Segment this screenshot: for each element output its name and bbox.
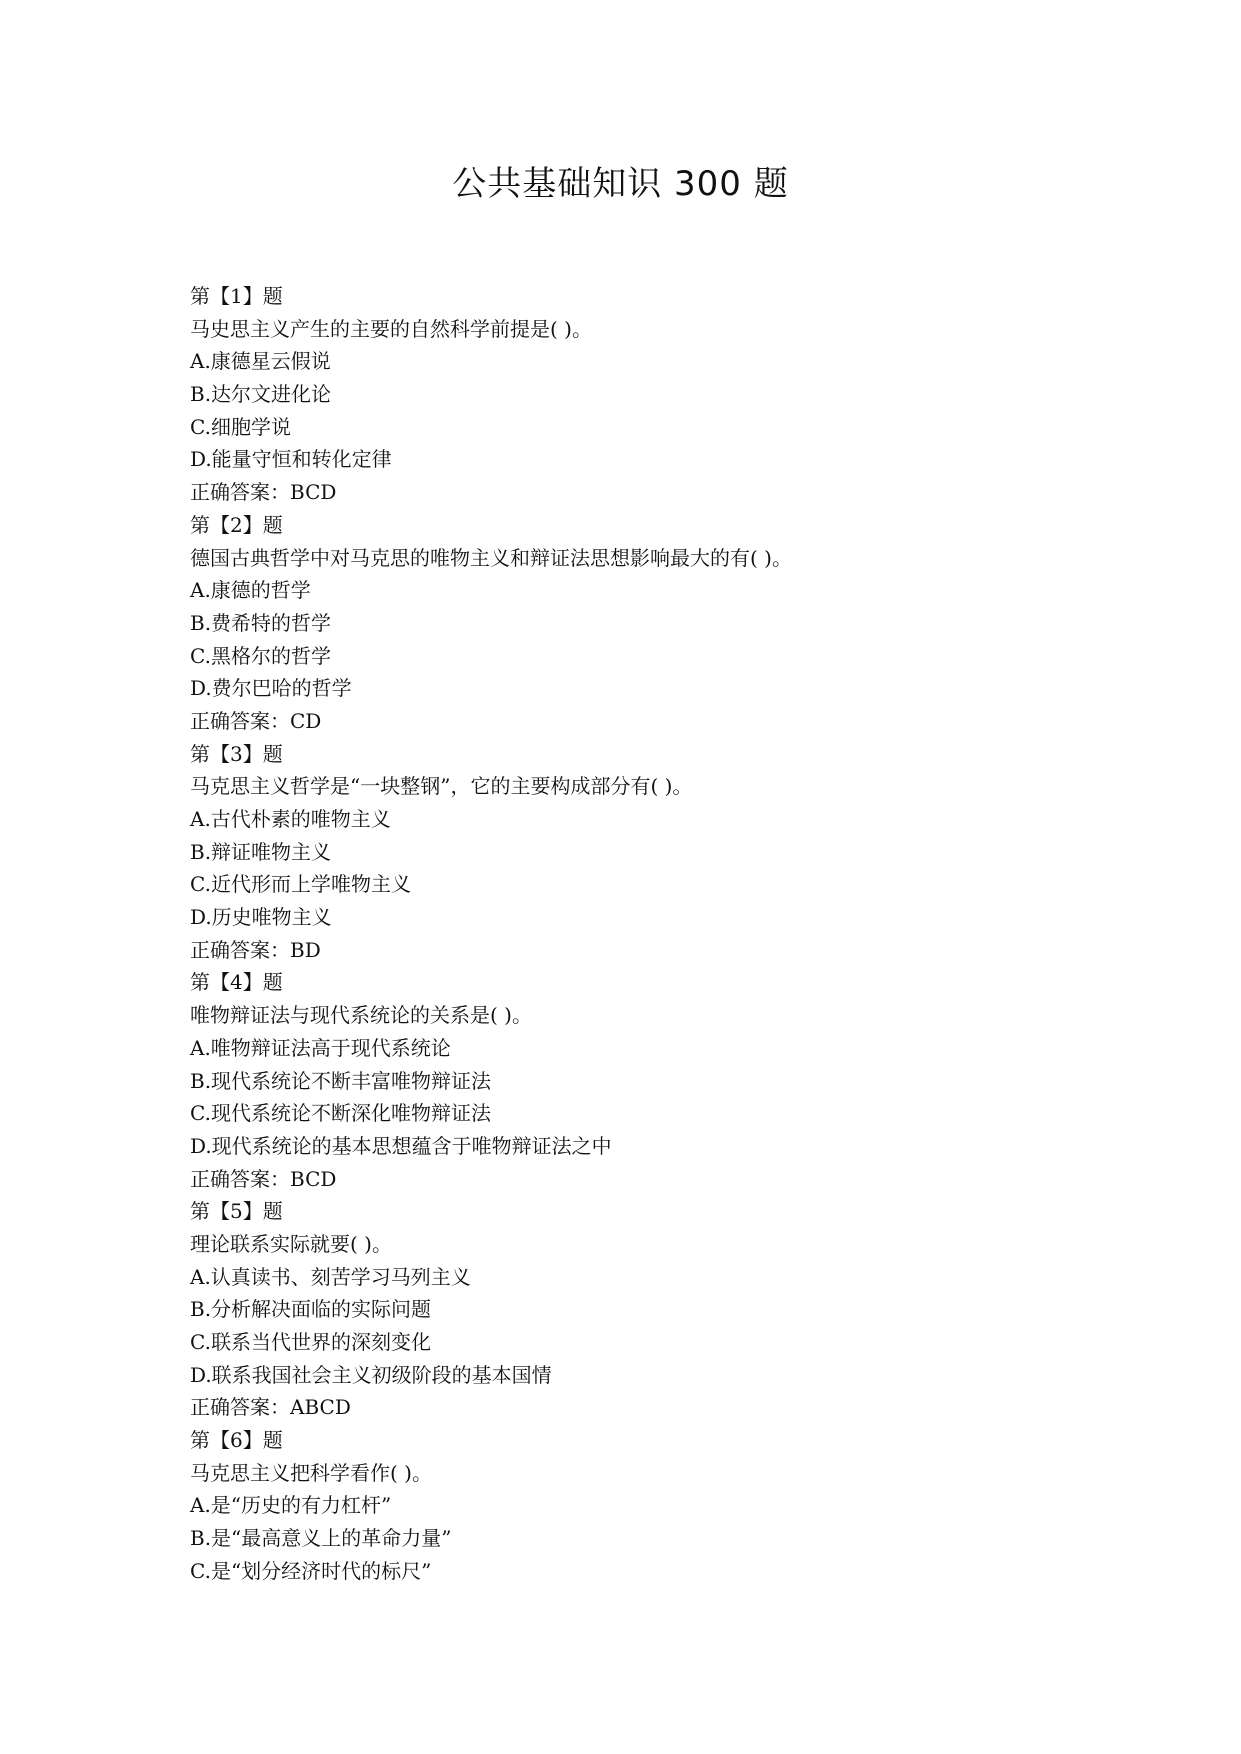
option-b: B.辩证唯物主义 — [190, 839, 332, 864]
option-b: B.现代系统论不断丰富唯物辩证法 — [190, 1068, 492, 1093]
option-c: C.黑格尔的哲学 — [190, 643, 331, 668]
question-item — [190, 1424, 1150, 1587]
correct-answer: 正确答案：BD — [190, 937, 321, 962]
option-c: C.是“划分经济时代的标尺” — [190, 1558, 432, 1583]
correct-answer: 正确答案：ABCD — [190, 1395, 351, 1420]
question-number: 第【5】题 — [190, 1199, 283, 1224]
option-b: B.分析解决面临的实际问题 — [190, 1297, 432, 1322]
option-a: A.古代朴素的唯物主义 — [190, 807, 391, 831]
option-a: A.康德的哲学 — [190, 578, 311, 603]
question-item — [190, 509, 1150, 738]
option-d: D.联系我国社会主义初级阶段的基本国情 — [190, 1362, 552, 1387]
option-b: B.达尔文进化论 — [190, 382, 332, 407]
option-c: C.细胞学说 — [190, 414, 291, 439]
question-number: 第【6】题 — [190, 1428, 283, 1453]
question-stem: 马史思主义产生的主要的自然科学前提是( )。 — [190, 316, 592, 341]
question-stem: 德国古典哲学中对马克思的唯物主义和辩证法思想影响最大的有( )。 — [190, 545, 792, 570]
option-b: B.费希特的哲学 — [190, 610, 332, 635]
question-number: 第【2】题 — [190, 512, 283, 537]
question-item — [190, 966, 1150, 1195]
question-stem: 马克思主义哲学是“一块整钢”，它的主要构成部分有( )。 — [190, 774, 693, 799]
option-a: A.唯物辩证法高于现代系统论 — [190, 1035, 451, 1060]
option-c: C.联系当代世界的深刻变化 — [190, 1330, 431, 1354]
question-number: 第【1】题 — [190, 284, 283, 308]
option-c: C.近代形而上学唯物主义 — [190, 872, 411, 897]
document-title: 公共基础知识 300 题 — [452, 164, 789, 204]
option-b: B.是“最高意义上的革命力量” — [190, 1526, 452, 1551]
option-d: D.现代系统论的基本思想蕴含于唯物辩证法之中 — [190, 1133, 612, 1158]
option-d: D.费尔巴哈的哲学 — [190, 676, 352, 701]
option-a: A.认真读书、刻苦学习马列主义 — [190, 1264, 471, 1289]
correct-answer: 正确答案：BCD — [190, 1166, 337, 1191]
question-stem: 唯物辩证法与现代系统论的关系是( )。 — [190, 1003, 532, 1028]
option-d: D.历史唯物主义 — [190, 905, 332, 930]
option-a: A.康德星云假说 — [190, 349, 331, 374]
question-number: 第【4】题 — [190, 970, 283, 995]
question-stem: 理论联系实际就要( )。 — [190, 1231, 392, 1256]
question-item — [190, 1195, 1150, 1424]
option-c: C.现代系统论不断深化唯物辩证法 — [190, 1101, 491, 1126]
question-number: 第【3】题 — [190, 741, 283, 766]
question-stem: 马克思主义把科学看作( )。 — [190, 1460, 432, 1485]
question-item — [190, 280, 1150, 509]
correct-answer: 正确答案：CD — [190, 708, 322, 733]
option-d: D.能量守恒和转化定律 — [190, 447, 392, 472]
question-item — [190, 738, 1150, 967]
question-list — [190, 280, 1150, 1588]
correct-answer: 正确答案：BCD — [190, 480, 337, 505]
option-a: A.是“历史的有力杠杆” — [190, 1493, 392, 1518]
